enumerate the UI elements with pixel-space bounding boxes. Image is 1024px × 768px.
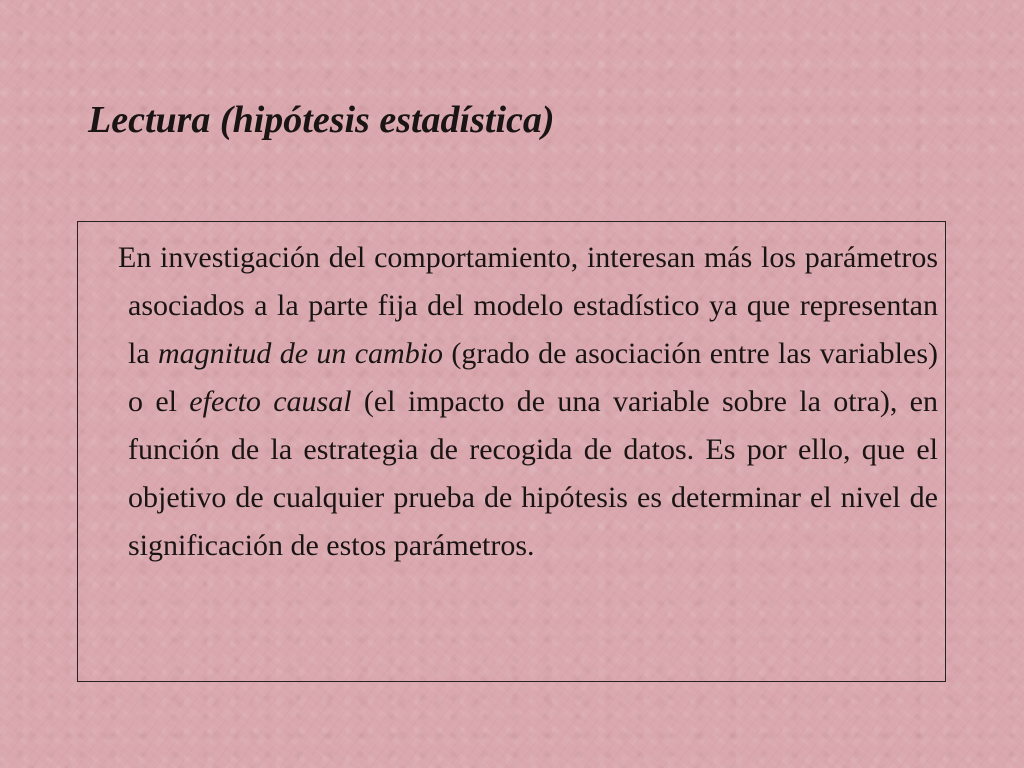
slide-title: Lectura (hipótesis estadística) (88, 99, 555, 141)
paragraph-emphasis-efecto: efecto causal (189, 385, 352, 418)
paragraph-emphasis-magnitud: magnitud de un cambio (158, 337, 444, 370)
body-paragraph (118, 234, 939, 570)
paragraph-text-3: (el impacto de una variable sobre la otra), en función de la estrategia de recogida de datos. Es por ello, que el objetivo de cualquier prueba de hipótesis es determinar el nivel de significación de estos parámetros. (128, 385, 939, 562)
paragraph-text-1: En investigación del comportamiento, interesan más los parámetros asociados a la parte fija del modelo estadístico ya que representan la (118, 241, 938, 370)
paragraph-text-2: (grado de asociación entre las variables) o el (128, 337, 938, 418)
content-box (77, 221, 946, 682)
